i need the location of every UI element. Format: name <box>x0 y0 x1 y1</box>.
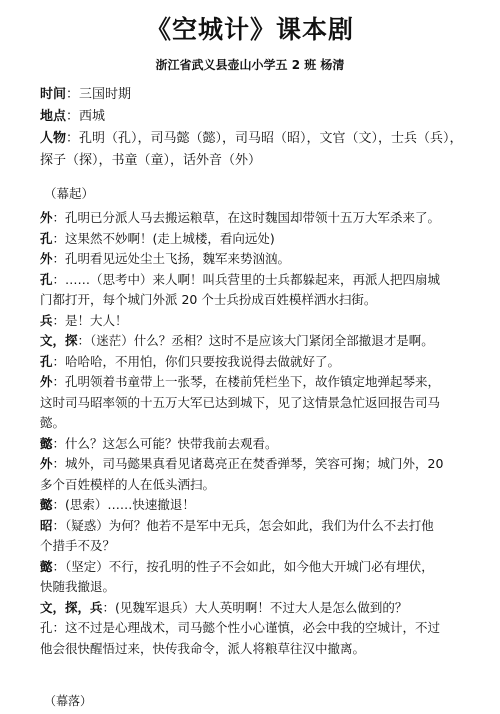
script-line <box>40 331 468 352</box>
document-title: 《空城计》课本剧 <box>145 15 354 44</box>
line-text-continued: 个措手不及？ <box>40 538 116 553</box>
line-text-continued: 懿。 <box>40 415 66 430</box>
line-text: ：这果然不妙啊！(走上城楼，看向远处) <box>52 230 275 246</box>
speaker: 孔 <box>40 353 53 369</box>
line-text: ：孔明看见远处尘土飞扬，魏军来势汹汹。 <box>52 251 291 266</box>
line-text: ：什么？这怎么可能？快带我前去观看。 <box>52 435 278 451</box>
line-text: ：城外，司马懿果真看见诸葛亮正在焚香弹琴，笑容可掬；城门外，20 <box>52 456 444 471</box>
line-text-continued: 多个百姓模样的人在低头洒扫。 <box>40 476 216 492</box>
line-text: ：（坚定）不行，按孔明的性子不会如此，如今他大开城门必有埋伏， <box>52 558 434 574</box>
info-place-label: 地点 <box>40 109 67 124</box>
speaker: 昭 <box>40 517 53 533</box>
info-time <box>40 84 470 106</box>
line-text: ：（疑惑）为何？他若不是军中无兵，怎会如此，我们为什么不去打他 <box>52 517 434 533</box>
line-text: ：孔明已分派人马去搬运粮草，在这时魏国却带领十五万大军杀来了。 <box>52 210 441 225</box>
script-line <box>40 557 468 598</box>
line-text: ：(见魏军退兵）大人英明啊！不过大人是怎么做到的？ <box>102 599 408 615</box>
script-line <box>40 311 468 332</box>
info-place-value: ：西城 <box>66 109 106 124</box>
script-line <box>40 598 468 619</box>
script-line <box>40 434 468 455</box>
line-text: 孔：这不过是心理战术，司马懿个性小心谨慎，必会中我的空城计，不过 <box>40 620 441 635</box>
speaker: 懿 <box>40 558 53 574</box>
info-time-label: 时间 <box>40 87 67 102</box>
script-line <box>40 208 468 229</box>
line-text: ：(思索）……快速撤退！ <box>52 497 195 512</box>
line-text-continued: 他会很快醒悟过来，快传我命令，派人将粮草往汉中撤离。 <box>40 640 366 656</box>
line-text: ：孔明领着书童带上一张琴，在楼前凭栏坐下，故作镇定地弹起琴来， <box>52 374 441 389</box>
speaker: 外 <box>40 251 53 266</box>
line-text: ：（迷茫）什么？丞相？这时不是应该大门紧闭全部撤退才是啊。 <box>77 333 434 348</box>
info-place <box>40 106 470 128</box>
speaker: 懿 <box>40 435 53 451</box>
info-people-continued: 探子（探），书童（童），话外音（外） <box>40 153 262 168</box>
line-text-continued: 快随我撤退。 <box>40 579 116 594</box>
speaker: 孔 <box>40 230 53 246</box>
info-people <box>40 128 470 150</box>
line-text-continued: 这时司马昭率领的十五万大军已达到城下，见了这情景急忙返回报告司马 <box>40 394 441 410</box>
line-text: ：哈哈哈，不用怕，你们只要按我说得去做就好了。 <box>52 353 341 369</box>
info-people-label: 人物 <box>40 131 67 146</box>
speaker: 文，探，兵 <box>40 599 103 615</box>
script-line <box>40 454 468 495</box>
info-time-value: ：三国时期 <box>66 87 132 102</box>
script-line <box>40 495 468 516</box>
line-text: ：是！大人！ <box>52 312 128 328</box>
script-line <box>40 352 468 373</box>
speaker: 懿 <box>40 497 53 512</box>
stage-direction-open: （幕起） <box>44 186 95 201</box>
line-text-continued: 门都打开，每个城门外派 20 个士兵扮成百姓模样洒水扫街。 <box>40 292 377 307</box>
speaker: 孔 <box>40 271 53 287</box>
speaker: 外 <box>40 374 53 389</box>
script-line <box>40 270 468 311</box>
script-line <box>40 229 468 250</box>
speaker: 外 <box>40 456 53 471</box>
line-text: ：……（思考中）来人啊！叫兵营里的士兵都躲起来，再派人把四扇城 <box>52 271 441 287</box>
stage-direction-close: （幕落） <box>44 694 93 708</box>
speaker: 外 <box>40 210 53 225</box>
script-line <box>40 372 468 434</box>
speaker: 兵 <box>40 312 53 328</box>
script-line <box>40 618 468 659</box>
script-body <box>40 184 468 659</box>
speaker: 文，探 <box>40 333 78 348</box>
info-block <box>40 84 470 172</box>
script-line <box>40 516 468 557</box>
author-byline: 浙江省武义县壶山小学五 2 班 杨清 <box>155 58 345 72</box>
script-line <box>40 249 468 270</box>
info-people-value: ：孔明（孔），司马懿（懿），司马昭（昭），文官（文），士兵（兵）， <box>66 131 463 146</box>
